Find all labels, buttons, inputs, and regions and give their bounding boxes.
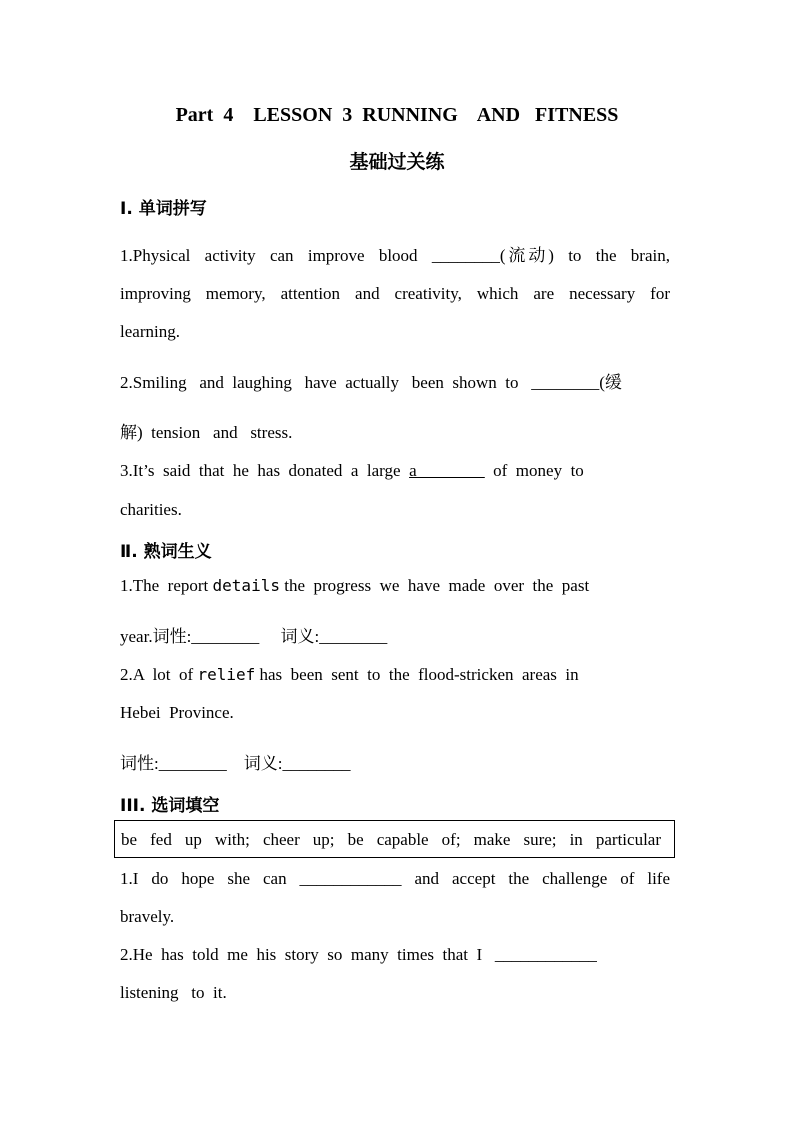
section-heading-familiar-words: Ⅱ. 熟词生义 (120, 542, 212, 562)
section-heading-fill-in: III. 选词填空 (120, 796, 220, 816)
spelling-q3-line1 (120, 461, 584, 481)
spelling-q2-line2: 解) tension and stress. (120, 423, 293, 442)
familiar-q1-text-after: the progress we have made over the past (279, 576, 590, 595)
word-bank-box (114, 820, 675, 858)
section-heading-spelling: Ⅰ. 单词拼写 (120, 199, 207, 219)
familiar-q2-keyword: relief (197, 665, 256, 684)
familiar-q2-line1 (120, 665, 579, 685)
familiar-q1-line1 (120, 576, 589, 596)
word-bank-text: be fed up with; cheer up; be capable of; make sure; in particular (121, 830, 661, 849)
familiar-q1-answer-line[interactable]: year.词性:________ 词义:________ (120, 627, 388, 646)
spelling-q3-text-before: 3.It’s said that he has donated a large (120, 461, 410, 480)
familiar-q2-line2: Hebei Province. (120, 703, 234, 722)
spelling-q1-line1: 1.Physical activity can improve blood ________(流动) to the brain, (120, 246, 670, 265)
spelling-q2-line1: 2.Smiling and laughing have actually been shown to ________(缓 (120, 373, 622, 392)
page-title: Part 4 LESSON 3 RUNNING AND FITNESS (175, 104, 619, 126)
familiar-q2-text-after: has been sent to the flood-stricken areas in (255, 665, 579, 684)
fill-q2-line2: listening to it. (120, 983, 227, 1002)
familiar-q2-text-before: 2.A lot of (120, 665, 198, 684)
fill-q2-line1[interactable]: 2.He has told me his story so many times that I ____________ (120, 945, 597, 964)
familiar-q1-text-before: 1.The report (120, 576, 213, 595)
spelling-q3-text-after: of money to (484, 461, 584, 480)
page-subtitle: 基础过关练 (349, 151, 445, 173)
familiar-q2-answer-line[interactable]: 词性:________ 词义:________ (120, 754, 351, 773)
spelling-q1-line3: learning. (120, 322, 180, 341)
spelling-q1-line2: improving memory, attention and creativity, which are necessary for (120, 284, 670, 303)
fill-q1-line2: bravely. (120, 907, 175, 926)
spelling-q3-line2: charities. (120, 500, 182, 519)
fill-q1-line1[interactable]: 1.I do hope she can ____________ and accept the challenge of life (120, 869, 670, 888)
familiar-q1-keyword: details (212, 576, 280, 595)
spelling-q3-blank[interactable]: a________ (409, 461, 485, 480)
